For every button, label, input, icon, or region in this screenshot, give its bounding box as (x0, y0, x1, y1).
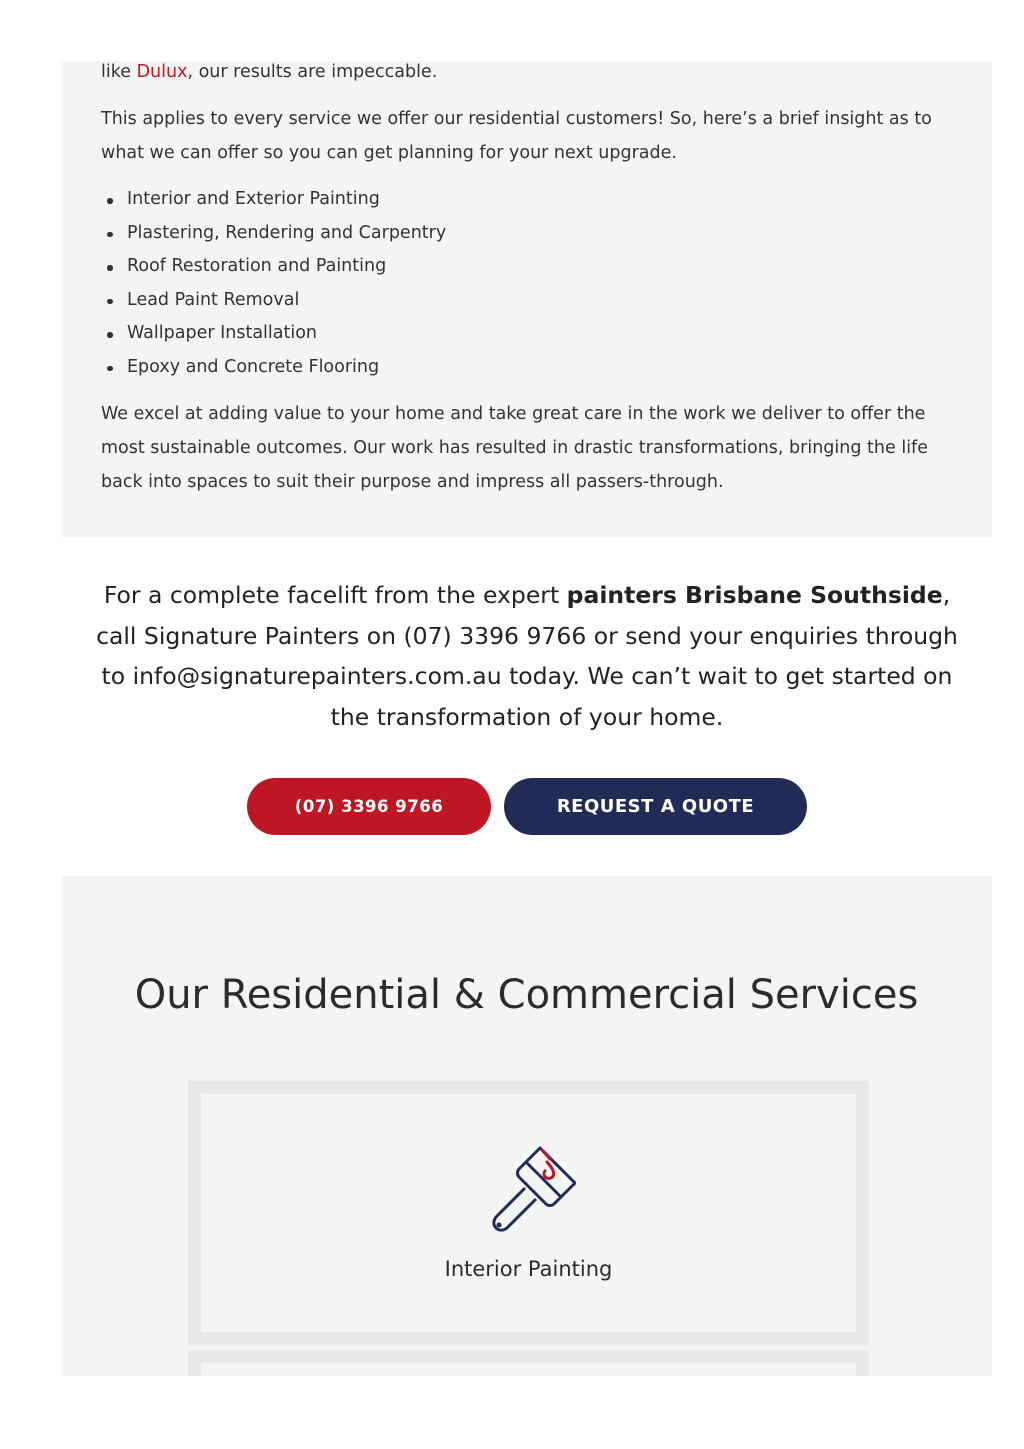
paintbrush-icon (484, 1142, 576, 1234)
intro-line-prefix: like (101, 62, 137, 82)
intro-line-suffix: , our results are impeccable. (187, 62, 438, 82)
request-quote-button[interactable]: REQUEST A QUOTE (504, 778, 807, 835)
services-intro-panel (61, 61, 992, 537)
service-card-inner (201, 1363, 856, 1376)
service-card-inner (201, 1094, 856, 1332)
list-item: Wallpaper Installation (101, 317, 446, 351)
dulux-link[interactable]: Dulux (136, 62, 188, 82)
service-card[interactable] (188, 1350, 869, 1376)
cta-text-after: , call Signature Painters on (07) 3396 9766 or send your enquiries through to info@signaturepainters.com.au today. We can’t wait to get started on the transformation of your home. (96, 581, 958, 731)
cta-text (96, 575, 958, 737)
list-item: Roof Restoration and Painting (101, 250, 446, 284)
services-paragraph: This applies to every service we offer our residential customers! So, here’s a brief insight as to what we can offer so you can get planning for your next upgrade. (101, 109, 932, 163)
services-section (61, 876, 992, 1376)
list-item: Lead Paint Removal (101, 284, 446, 318)
list-item: Plastering, Rendering and Carpentry (101, 217, 446, 251)
service-card-interior-painting[interactable] (188, 1081, 869, 1345)
list-item: Interior and Exterior Painting (101, 183, 446, 217)
phone-button[interactable]: (07) 3396 9766 (247, 778, 491, 835)
service-card-label: Interior Painting (444, 1257, 613, 1281)
cta-text-before: For a complete facelift from the expert (103, 581, 567, 609)
value-paragraph: We excel at adding value to your home and take great care in the work we deliver to offer the most sustainable outcomes. Our work has resulted in drastic transformations, bringing the life back into spaces to suit their purpose and impress all passers-through. (101, 404, 928, 492)
intro-line (101, 55, 961, 89)
list-item: Epoxy and Concrete Flooring (101, 351, 446, 385)
services-list (101, 183, 446, 384)
cta-keyword: painters Brisbane Southside (566, 581, 943, 609)
services-title: Our Residential & Commercial Services (134, 972, 919, 1018)
